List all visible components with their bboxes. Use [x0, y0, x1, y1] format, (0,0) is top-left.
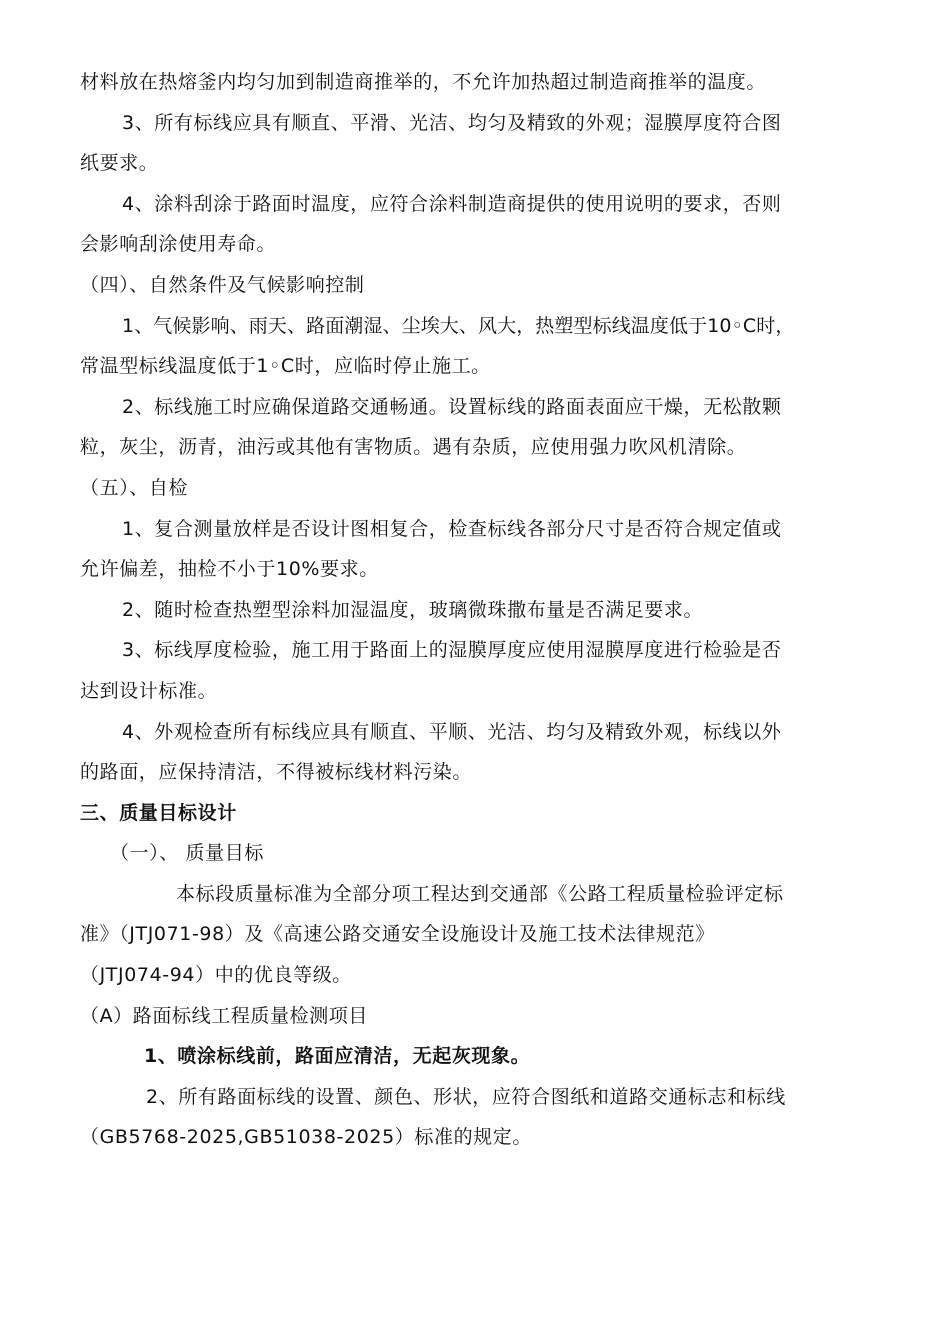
paragraph-line: 1、复合测量放样是否设计图相复合，检查标线各部分尺寸是否符合规定值或	[122, 517, 782, 540]
paragraph-line: 1、气候影响、雨天、路面潮湿、尘埃大、风大，热塑型标线温度低于10◦C时，	[122, 314, 795, 337]
paragraph-line: 纸要求。	[80, 152, 159, 175]
paragraph-line: 本标段质量标准为全部分项工程达到交通部《公路工程质量检验评定标	[176, 882, 784, 905]
paragraph-line: 粒，灰尘，沥青，油污或其他有害物质。遇有杂质，应使用强力吹风机清除。	[80, 436, 747, 459]
paragraph-line: 4、外观检查所有标线应具有顺直、平顺、光洁、均匀及精致外观，标线以外	[122, 720, 782, 743]
paragraph-line: 的路面，应保持清洁，不得被标线材料污染。	[80, 761, 473, 784]
section-heading: （五）、自检	[80, 476, 189, 499]
subsection-heading: （A）路面标线工程质量检测项目	[80, 1004, 368, 1027]
paragraph-line: 3、所有标线应具有顺直、平滑、光洁、均匀及精致的外观；湿膜厚度符合图	[122, 111, 782, 134]
paragraph-line: 2、随时检查热塑型涂料加湿温度，玻璃微珠撒布量是否满足要求。	[122, 598, 704, 621]
section-heading: （四）、自然条件及气候影响控制	[80, 273, 365, 296]
document-page	[80, 62, 880, 1158]
paragraph-line: 2、标线施工时应确保道路交通畅通。设置标线的路面表面应干燥，无松散颗	[122, 395, 782, 418]
paragraph-line: 常温型标线温度低于1◦C时，应临时停止施工。	[80, 355, 491, 378]
paragraph-line: 2、所有路面标线的设置、颜色、形状，应符合图纸和道路交通标志和标线	[146, 1085, 786, 1108]
paragraph-line: 材料放在热熔釜内均匀加到制造商推举的，不允许加热超过制造商推举的温度。	[80, 71, 767, 93]
section-heading: （一）、 质量目标	[110, 842, 264, 865]
emphasis-line: 1、喷涂标线前，路面应清洁，无起灰现象。	[144, 1045, 531, 1068]
paragraph-line: 3、标线厚度检验，施工用于路面上的湿膜厚度应使用湿膜厚度进行检验是否	[122, 639, 782, 662]
paragraph-line: 允许偏差，抽检不小于10%要求。	[80, 558, 379, 581]
paragraph-line: 准》（JTJ071-98）及《高速公路交通安全设施设计及施工技术法律规范》	[80, 923, 715, 946]
paragraph-line: 4、涂料刮涂于路面时温度，应符合涂料制造商提供的使用说明的要求，否则	[122, 192, 782, 215]
paragraph-line: （GB5768-2025,GB51038-2025）标准的规定。	[80, 1126, 532, 1149]
paragraph-line: 会影响刮涂使用寿命。	[80, 233, 277, 256]
chapter-heading: 三、质量目标设计	[80, 801, 237, 824]
paragraph-line: 达到设计标准。	[80, 679, 218, 702]
paragraph-line: （JTJ074-94）中的优良等级。	[80, 964, 352, 987]
